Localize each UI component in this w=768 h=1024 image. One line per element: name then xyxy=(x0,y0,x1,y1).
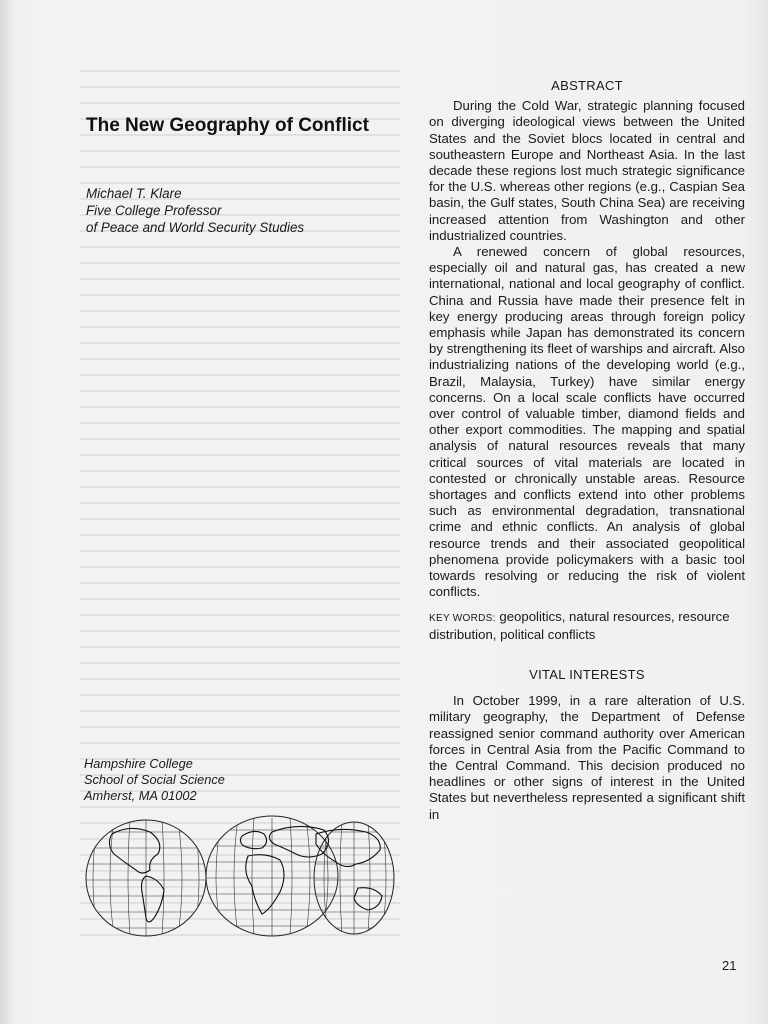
abstract-column xyxy=(429,78,745,823)
section-heading: VITAL INTERESTS xyxy=(529,666,645,682)
interrupted-world-map-icon xyxy=(84,814,396,940)
abstract-heading: ABSTRACT xyxy=(551,78,623,93)
abstract-paragraph-2: A renewed concern of global resources, especially oil and natural gas, has created a new international, national and local geography of conflict. China and Russia have made their presence felt in key energy producing areas through foreign policy emphasis while Japan has demonstrated its concern by strengthening its fleet of warships and aircraft. Also industrializing nations of the developing world (e.g., Brazil, Malaysia, Turkey) have similar energy concerns. On a local scale conflicts have occurred over control of valuable timber, diamond fields and other export commodities. The mapping and spatial analysis of natural resources reveals that many critical sources of vital materials are located in contested or chronically unstable areas. Resource shortages and conflicts extend into other problems such as environmental degradation, transnational crime and ethnic conflicts. An analysis of global resource trends and their associated geopolitical phenomena provide policymakers with a basic tool towards resolving or reducing the risk of violent conflicts. xyxy=(429,244,745,600)
author-name: Michael T. Klare xyxy=(86,186,182,201)
page-number: 21 xyxy=(722,958,737,973)
affiliation-address: Amherst, MA 01002 xyxy=(84,788,197,803)
affiliation-block xyxy=(84,756,344,804)
affiliation-institution: Hampshire College xyxy=(84,756,193,771)
author-block xyxy=(86,185,386,236)
author-position: Five College Professor xyxy=(86,203,222,218)
keywords-text: geopolitics, natural resources, resource distribution, political conflicts xyxy=(429,608,730,642)
article-title: The New Geography of Conflict xyxy=(86,115,369,136)
keywords xyxy=(429,609,745,643)
abstract-paragraph-1: During the Cold War, strategic planning focused on diverging ideological views between the United States and the Soviet blocs located in central and southeastern Europe and Northeast Asia. In the last decade these regions lost much strategic significance for the U.S. whereas other regions (e.g., Caspian Sea basin, the Gulf states, South China Sea) are receiving increased attention from Washington and other industrialized countries. xyxy=(429,98,745,243)
keywords-label: KEY WORDS: xyxy=(429,612,496,624)
affiliation-school: School of Social Science xyxy=(84,772,225,787)
author-department: of Peace and World Security Studies xyxy=(86,220,305,235)
section-paragraph-1: In October 1999, in a rare alteration of U.S. military geography, the Department of Defense reassigned senior command authority over American forces in Central Asia from the Pacific Command to the Central Command. This decision produced no headlines or other signs of interest in the United States but nevertheless represented a significant shift in xyxy=(429,693,745,822)
